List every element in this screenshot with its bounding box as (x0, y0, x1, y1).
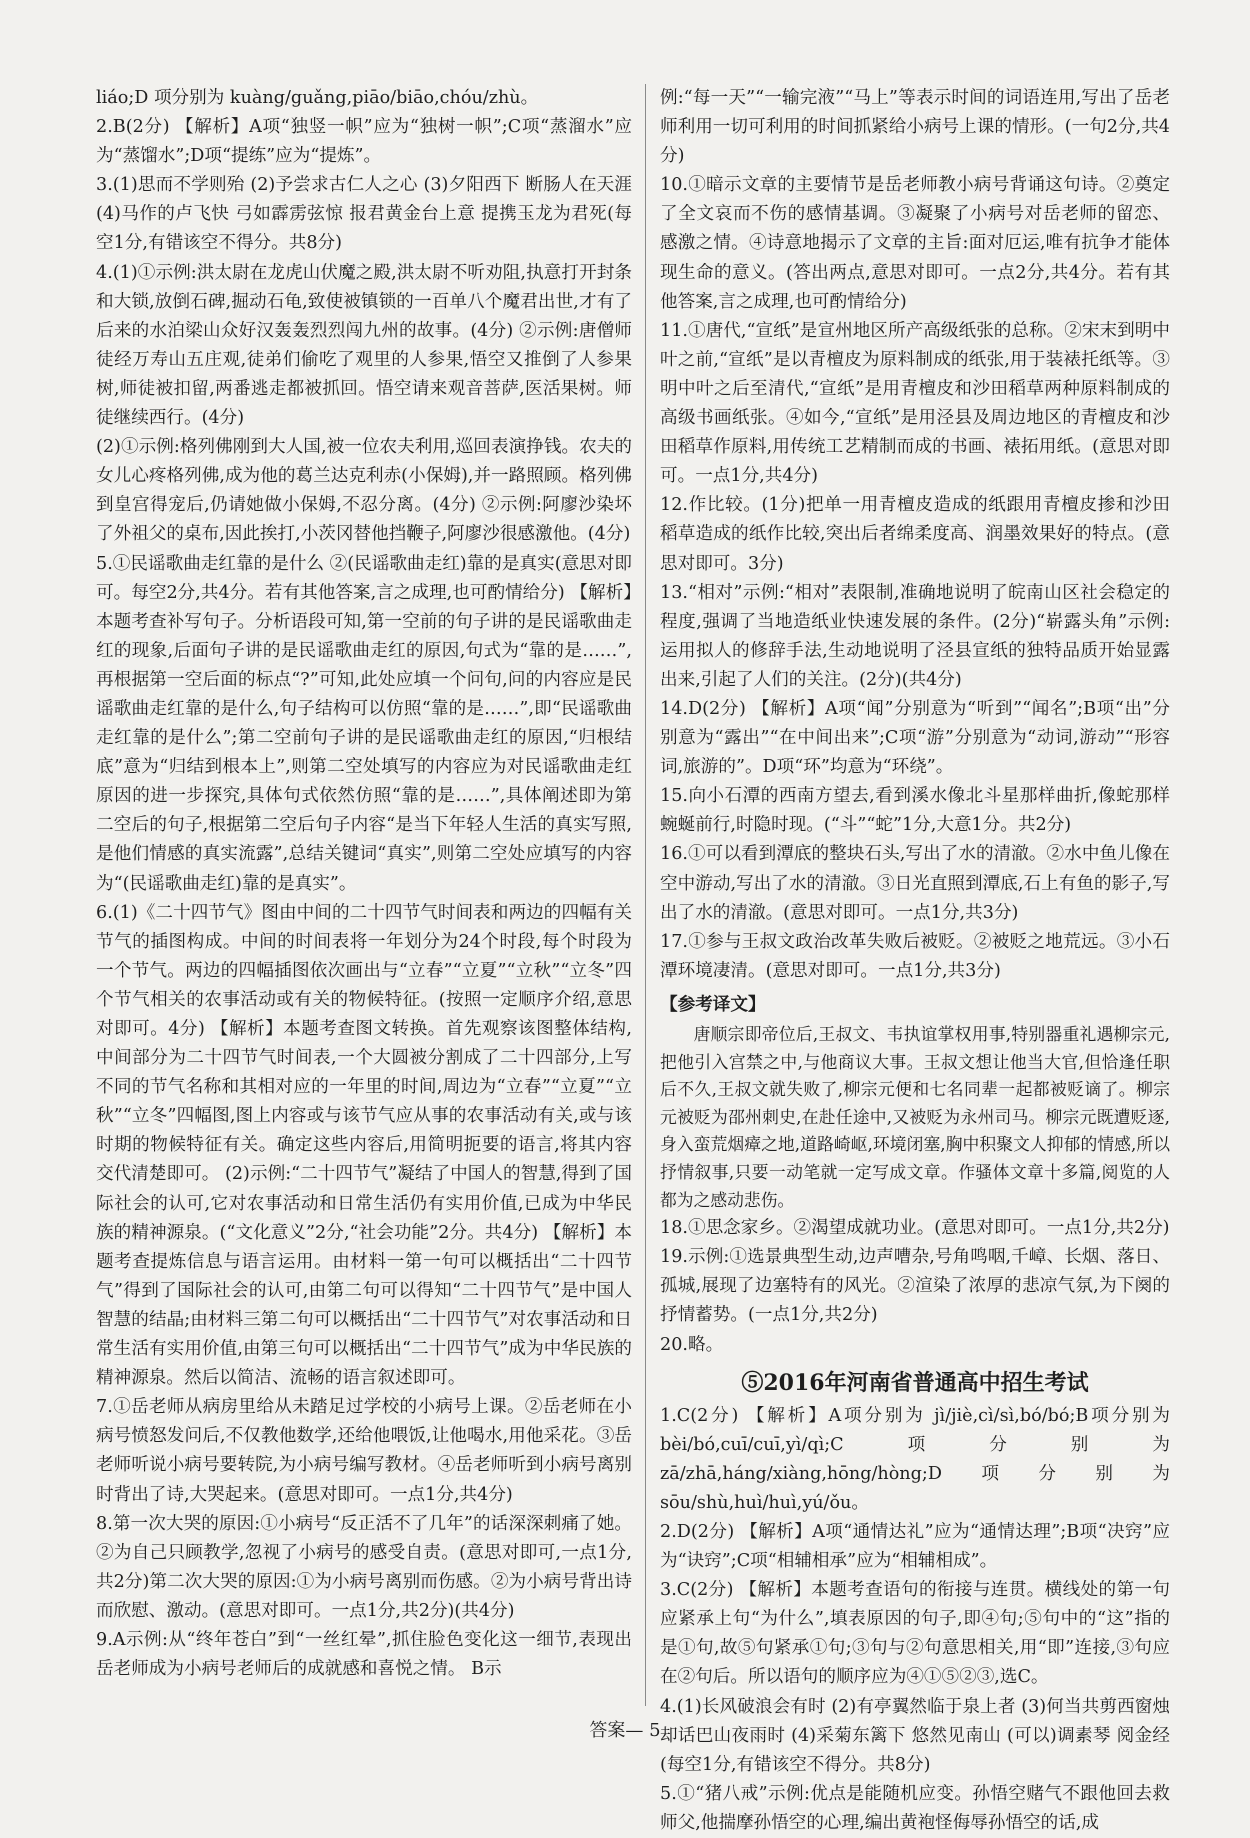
answer-item: 11.①唐代,“宣纸”是宣州地区所产高级纸张的总称。②宋末到明中叶之前,“宣纸”是以青檀皮为原料制成的纸张,用于装裱托纸等。③明中叶之后至清代,“宣纸”是用青檀皮和沙田稻草两种原料制成的高级书画纸张。④如今,“宣纸”是用泾县及周边地区的青檀皮和沙田稻草作原料,用传统工艺精制而成的书画、裱拓用纸。(意思对即可。一点1分,共4分) (660, 320, 1170, 487)
answer-item: (2)①示例:格列佛刚到大人国,被一位农夫利用,巡回表演挣钱。农夫的女儿心疼格列佛,成为他的葛兰达克利赤(小保姆),并一路照顾。格列佛到皇宫得宠后,仍请她做小保姆,不忍分离。(4分) ②示例:阿廖沙染坏了外祖父的桌布,因此挨打,小茨冈替他挡鞭子,阿廖沙很感激他。(4分) (96, 437, 632, 545)
answer-item: 3.C(2分) 【解析】本题考查语句的衔接与连贯。横线处的第一句应紧承上句“为什么”,填表原因的句子,即④句;⑤句中的“这”指的是①句,故⑤句紧承①句;③句与②句意思相关,用“即”连接,③句应在②句后。所以语句的顺序应为④①⑤②③,选C。 (660, 1580, 1170, 1688)
answer-item: 5.①民谣歌曲走红靠的是什么 ②(民谣歌曲走红)靠的是真实(意思对即可。每空2分,共4分。若有其他答案,言之成理,也可酌情给分) 【解析】本题考查补写句子。分析语段可知,第一空前的句子讲的是民谣歌曲走红的现象,后面句子讲的是民谣歌曲走红的原因,句式为“靠的是……”,再根据第一空后面的标点“?”可知,此处应填一个问句,问的内容应是民谣歌曲走红靠的是什么,句子结构可以仿照“靠的是……”,即“民谣歌曲走红靠的是什么”;第二空前句子讲的是民谣歌曲走红的原因,“归根结底”意为“归结到根本上”,则第二空处填写的内容应为对民谣歌曲走红原因的进一步探究,具体句式依然仿照“靠的是……”,具体阐述即为第二空后的句子,根据第二空后句子内容“是当下年轻人生活的真实写照,是他们情感的真实流露”,总结关键词“真实”,则第二空处应填写的内容为“(民谣歌曲走红)靠的是真实”。 (96, 553, 632, 894)
answer-item: 7.①岳老师从病房里给从未踏足过学校的小病号上课。②岳老师在小病号愤怒发问后,不仅教他数学,还给他喂饭,让他喝水,用他采花。③岳老师听说小病号要转院,为小病号编写教材。④岳老师听到小病号离别时背出了诗,大哭起来。(意思对即可。一点1分,共4分) (96, 1397, 632, 1505)
section-title: ⑤2016年河南省普通高中招生考试 (741, 1369, 1089, 1396)
answer-item: 3.(1)思而不学则殆 (2)予尝求古仁人之心 (3)夕阳西下 断肠人在天涯 (4)马作的卢飞快 弓如霹雳弦惊 报君黄金台上意 提携玉龙为君死(每空1分,有错该空不得分。共8分) (96, 175, 632, 254)
answer-item: 15.向小石潭的西南方望去,看到溪水像北斗星那样曲折,像蛇那样蜿蜒前行,时隐时现。(“斗”“蛇”1分,大意1分。共2分) (660, 786, 1170, 836)
answer-item: 1.C(2分) 【解析】A项分别为 jì/jiè,cì/sì,bó/bó;B项分别为 bèi/bó,cuī/cuī,yì/qì;C项分别为 zā/zhā,háng/xiàng,hōng/hòng;D项分别为 sōu/shù,huì/huì,yú/ǒu。 (660, 1405, 1170, 1513)
answer-item: 8.第一次大哭的原因:①小病号“反正活不了几年”的话深深刺痛了她。②为自己只顾教学,忽视了小病号的感受自责。(意思对即可,一点1分,共2分)第二次大哭的原因:①为小病号离别而伤感。②为小病号背出诗而欣慰、激动。(意思对即可。一点1分,共2分)(共4分) (96, 1513, 632, 1621)
answer-item: 5.①“猪八戒”示例:优点是能随机应变。孙悟空赌气不跟他回去救师父,他揣摩孙悟空的心理,编出黄袍怪侮辱孙悟空的话,成 (660, 1783, 1170, 1833)
answer-item: 17.①参与王叔文政治改革失败后被贬。②被贬之地荒远。③小石潭环境凄清。(意思对即可。一点1分,共3分) (660, 931, 1170, 981)
answer-item: 18.①思念家乡。②渴望成就功业。(意思对即可。一点1分,共2分) (660, 1218, 1170, 1239)
right-column (660, 84, 1170, 1838)
answer-item: 13.“相对”示例:“相对”表限制,准确地说明了皖南山区社会稳定的程度,强调了当地造纸业快速发展的条件。(2分)“崭露头角”示例:运用拟人的修辞手法,生动地说明了泾县宣纸的独特品质开始显露出来,引起了人们的关注。(2分)(共4分) (660, 582, 1170, 690)
translation-text: 唐顺宗即帝位后,王叔文、韦执谊掌权用事,特别器重礼遇柳宗元,把他引入宫禁之中,与他商议大事。王叔文想让他当大官,但恰逢任职后不久,王叔文就失败了,柳宗元便和七名同辈一起都被贬谪了。柳宗元被贬为邵州刺史,在赴任途中,又被贬为永州司马。柳宗元既遭贬逐,身入蛮荒烟瘴之地,道路崎岖,环境闭塞,胸中积聚文人抑郁的情感,所以抒情叙事,只要一动笔就一定写成文章。作骚体文章十多篇,阅览的人都为之感动悲伤。 (660, 1024, 1170, 1210)
left-column (96, 84, 632, 1684)
answer-item: 9.A示例:从“终年苍白”到“一丝红晕”,抓住脸色变化这一细节,表现出岳老师成为小病号老师后的成就感和喜悦之情。 B示 (96, 1629, 632, 1680)
column-divider (645, 84, 646, 1706)
answer-item: 19.示例:①选景典型生动,边声嘈杂,号角鸣咽,千嶂、长烟、落日、孤城,展现了边塞特有的风光。②渲染了浓厚的悲凉气氛,为下阕的抒情蓄势。(一点1分,共2分) (660, 1247, 1170, 1326)
answer-item: 4.(1)①示例:洪太尉在龙虎山伏魔之殿,洪太尉不听劝阻,执意打开封条和大锁,放倒石碑,掘动石龟,致使被镇锁的一百单八个魔君出世,才有了后来的水泊梁山众好汉轰轰烈烈闯九州的故事。(4分) ②示例:唐僧师徒经万寿山五庄观,徒弟们偷吃了观里的人参果,悟空又推倒了人参果树,师徒被扣留,两番逃走都被抓回。悟空请来观音菩萨,医活果树。师徒继续西行。(4分) (96, 262, 632, 429)
translation-heading: 【参考译文】 (660, 993, 766, 1015)
answer-item: 14.D(2分) 【解析】A项“闻”分别意为“听到”“闻名”;B项“出”分别意为“露出”“在中间出来”;C项“游”分别意为“动词,游动”“形容词,旅游的”。D项“环”均意为“环绕”。 (660, 698, 1170, 778)
answer-item: 4.(1)长风破浪会有时 (2)有亭翼然临于泉上者 (3)何当共剪西窗烛 却话巴山夜雨时 (4)采菊东篱下 悠然见南山 (可以)调素琴 阅金经(每空1分,有错该空不得分。共8分) (660, 1696, 1170, 1775)
answer-item: 2.B(2分) 【解析】A项“独竖一帜”应为“独树一帜”;C项“蒸溜水”应为“蒸馏水”;D项“提练”应为“提炼”。 (96, 117, 632, 167)
answer-item: 20.略。 (660, 1334, 724, 1355)
answer-item: 16.①可以看到潭底的整块石头,写出了水的清澈。②水中鱼儿像在空中游动,写出了水的清澈。③日光直照到潭底,石上有鱼的影子,写出了水的清澈。(意思对即可。一点1分,共3分) (660, 844, 1170, 923)
answer-item: 2.D(2分) 【解析】A项“通情达礼”应为“通情达理”;B项“决窍”应为“诀窍”;C项“相辅相承”应为“相辅相成”。 (660, 1522, 1170, 1572)
answer-item: 12.作比较。(1分)把单一用青檀皮造成的纸跟用青檀皮掺和沙田稻草造成的纸作比较,突出后者绵柔度高、润墨效果好的特点。(意思对即可。3分) (660, 495, 1170, 574)
answer-item: 6.(1)《二十四节气》图由中间的二十四节气时间表和两边的四幅有关节气的插图构成。中间的时间表将一年划分为24个时段,每个时段为一个节气。两边的四幅插图依次画出与“立春”“立夏”“立秋”“立冬”四个节气相关的农事活动或有关的物候特征。(按照一定顺序介绍,意思对即可。4分) 【解析】本题考查图文转换。首先观察该图整体结构,中间部分为二十四节气时间表,一个大圆被分割成了二十四部分,上写不同的节气名称和其相对应的一年里的时间,周边为“立春”“立夏”“立秋”“立冬”四幅图,图上内容或与该节气应从事的农事活动有关,或与该时期的物候特征有关。确定这些内容后,用简明扼要的语言,将其内容交代清楚即可。 (2)示例:“二十四节气”凝结了中国人的智慧,得到了国际社会的认可,它对农事活动和日常生活仍有实用价值,已成为中华民族的精神源泉。(“文化意义”2分,“社会功能”2分。共4分) 【解析】本题考查提炼信息与语言运用。由材料一第一句可以概括出“二十四节气”得到了国际社会的认可,由第二句可以得知“二十四节气”是中国人智慧的结晶;由材料三第二句可以概括出“二十四节气”对农事活动和日常生活有实用价值,由第三句可以概括出“二十四节气”成为中华民族的精神源泉。然后以简洁、流畅的语言叙述即可。 (96, 902, 632, 1389)
answer-item: liáo;D 项分别为 kuàng/guǎng,piāo/biāo,chóu/zhù。 (96, 88, 539, 108)
answer-item: 例:“每一天”“一输完液”“马上”等表示时间的词语连用,写出了岳老师利用一切可利用的时间抓紧给小病号上课的情形。(一句2分,共4分) (660, 88, 1170, 167)
answer-item: 10.①暗示文章的主要情节是岳老师教小病号背诵这句诗。②奠定了全文哀而不伤的感情基调。③凝聚了小病号对岳老师的留恋、感激之情。④诗意地揭示了文章的主旨:面对厄运,唯有抗争才能体现生命的意义。(答出两点,意思对即可。一点2分,共4分。若有其他答案,言之成理,也可酌情给分) (660, 175, 1170, 312)
page-footer: 答案— 5 (589, 1720, 661, 1741)
